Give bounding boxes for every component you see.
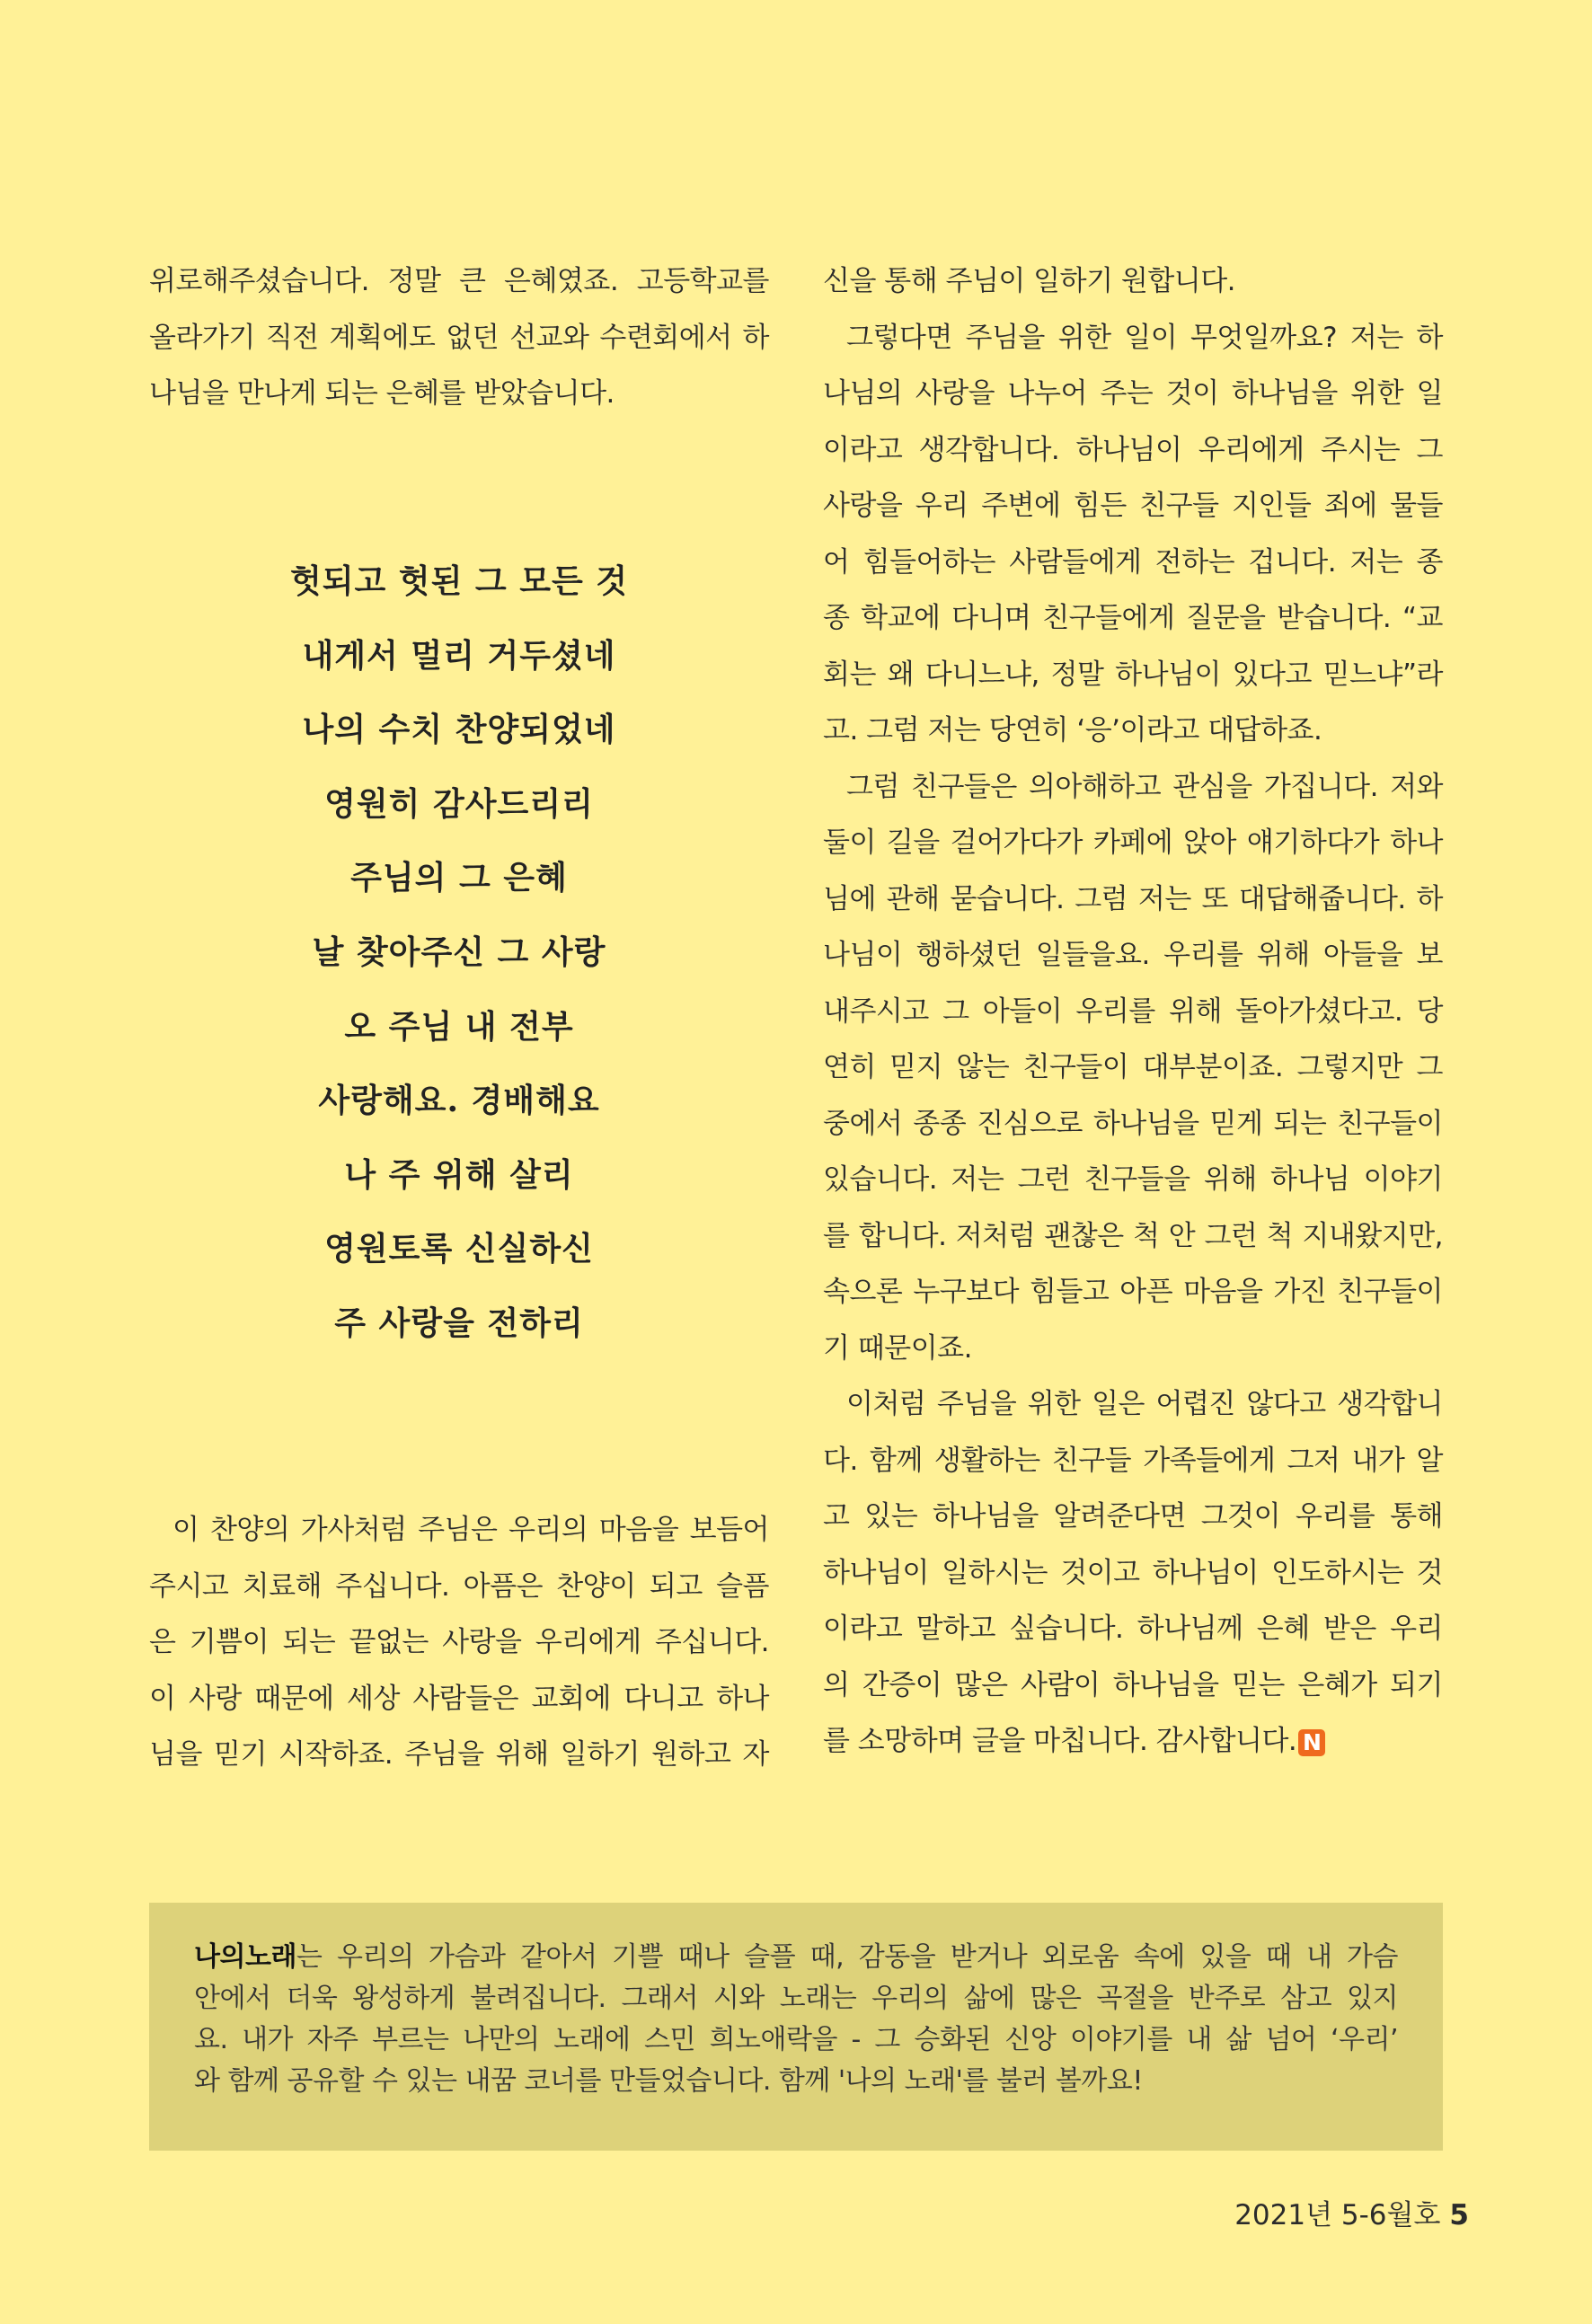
note-line-1-text: 는 우리의 가슴과 같아서 기쁠 때나 슬플 때, 감동을 받거나 외로움 속에 있을 때 내 가슴: [296, 1941, 1398, 1973]
lyric-line: 오 주님 내 전부: [344, 1007, 574, 1046]
text-line: 이라고 생각합니다. 하나님이 우리에게 주시는 그: [823, 433, 1443, 466]
lyric-line: 주님의 그 은혜: [350, 859, 568, 897]
lyric-line: 영원히 감사드리리: [324, 784, 594, 823]
text-line: 그렇다면 주님을 위한 일이 무엇일까요? 저는 하: [846, 321, 1443, 354]
text-line: 나님을 만나게 되는 은혜를 받았습니다.: [149, 377, 615, 410]
note-line: 요. 내가 자주 부르는 나만의 노래에 스민 희노애락을 - 그 승화된 신앙 이야기를 내 삶 넘어 ‘우리’: [194, 2024, 1398, 2055]
text-line: 속으론 누구보다 힘들고 아픈 마음을 가진 친구들이: [823, 1276, 1443, 1308]
right-column-body: [823, 253, 1443, 1770]
text-line: 신을 통해 주님이 일하기 원합니다.: [823, 265, 1236, 297]
text-line: 의 간증이 많은 사람이 하나님을 믿는 은혜가 되기: [823, 1668, 1443, 1701]
left-column-paragraph-2: [149, 1502, 769, 1783]
text-line: 있습니다. 저는 그런 친구들을 위해 하나님 이야기: [823, 1163, 1443, 1196]
page-footer: [1234, 2192, 1469, 2232]
column-intro-box: [149, 1903, 1443, 2151]
note-title: 나의노래: [194, 1941, 296, 1973]
text-line: 연히 믿지 않는 친구들이 대부분이죠. 그렇지만 그: [823, 1051, 1443, 1083]
hymn-lyrics: [149, 544, 769, 1361]
text-line: 이처럼 주님을 위한 일은 어렵진 않다고 생각합니: [846, 1388, 1443, 1420]
lyric-line: 영원토록 신실하신: [324, 1230, 594, 1268]
text-line: 님을 믿기 시작하죠. 주님을 위해 일하기 원하고 자: [149, 1738, 769, 1771]
lyric-line: 나 주 위해 살리: [344, 1155, 574, 1194]
lyric-line: 사랑해요. 경배해요: [318, 1082, 600, 1120]
text-line: 위로해주셨습니다. 정말 큰 은혜였죠. 고등학교를: [149, 265, 769, 297]
lyric-line: 날 찾아주신 그 사랑: [312, 932, 606, 971]
text-line: 은 기쁨이 되는 끝없는 사랑을 우리에게 주십니다.: [149, 1626, 769, 1658]
text-line: 내주시고 그 아들이 우리를 위해 돌아가셨다고. 당: [823, 994, 1443, 1028]
lyric-line: 내게서 멀리 거두셨네: [302, 636, 616, 675]
text-line: 사랑을 우리 주변에 힘든 친구들 지인들 죄에 물들: [823, 490, 1443, 522]
closing-sentence: 를 소망하며 글을 마칩니다. 감사합니다.: [823, 1725, 1297, 1757]
text-line: 이라고 말하고 싶습니다. 하나님께 은혜 받은 우리: [823, 1613, 1443, 1645]
left-column-paragraph-1: [149, 253, 769, 422]
text-line: 둘이 길을 걸어가다가 카페에 앉아 얘기하다가 하나: [823, 826, 1443, 859]
note-line: [194, 1937, 1398, 1978]
end-mark-icon: N: [1298, 1729, 1325, 1756]
page-number: 5: [1449, 2199, 1469, 2231]
text-line: 를 합니다. 저처럼 괜찮은 척 안 그런 척 지내왔지만,: [823, 1219, 1443, 1252]
text-line: 님에 관해 묻습니다. 그럼 저는 또 대답해줍니다. 하: [823, 882, 1443, 915]
issue-label: 2021년 5-6월호: [1234, 2199, 1441, 2231]
lyric-line: 헛되고 헛된 그 모든 것: [289, 562, 629, 600]
text-line: 올라가기 직전 계획에도 없던 선교와 수련회에서 하: [149, 321, 769, 354]
text-line: 이 찬양의 가사처럼 주님은 우리의 마음을 보듬어: [172, 1514, 769, 1546]
text-line: 어 힘들어하는 사람들에게 전하는 겁니다. 저는 종: [823, 545, 1443, 579]
text-line: 이 사랑 때문에 세상 사람들은 교회에 다니고 하나: [149, 1682, 769, 1715]
lyric-line: 나의 수치 찬양되었네: [302, 711, 616, 749]
text-line: 나님이 행하셨던 일들을요. 우리를 위해 아들을 보: [823, 939, 1443, 971]
text-line: 하나님이 일하시는 것이고 하나님이 인도하시는 것: [823, 1556, 1443, 1589]
note-line: 와 함께 공유할 수 있는 내꿈 코너를 만들었습니다. 함께 '나의 노래'를 불러 볼까요!: [194, 2065, 1143, 2097]
text-line: 그럼 친구들은 의아해하고 관심을 가집니다. 저와: [846, 770, 1443, 803]
text-line: 중에서 종종 진심으로 하나님을 믿게 되는 친구들이: [823, 1107, 1443, 1140]
text-line: 다. 함께 생활하는 친구들 가족들에게 그저 내가 알: [823, 1444, 1443, 1477]
text-line: 종 학교에 다니며 친구들에게 질문을 받습니다. “교: [823, 602, 1443, 634]
text-line: 나님의 사랑을 나누어 주는 것이 하나님을 위한 일: [823, 377, 1443, 410]
lyric-line: 주 사랑을 전하리: [334, 1303, 584, 1342]
text-line: 기 때문이죠.: [823, 1331, 972, 1365]
note-line: 안에서 더욱 왕성하게 불려집니다. 그래서 시와 노래는 우리의 삶에 많은 곡절을 반주로 삼고 있지: [194, 1983, 1398, 2014]
text-line: 고 있는 하나님을 알려준다면 그것이 우리를 통해: [823, 1500, 1443, 1533]
text-line: 고. 그럼 저는 당연히 ‘응’이라고 대답하죠.: [823, 714, 1322, 747]
text-line-final: [823, 1713, 1443, 1770]
text-line: 주시고 치료해 주십니다. 아픔은 찬양이 되고 슬픔: [149, 1569, 769, 1603]
text-line: 회는 왜 다니느냐, 정말 하나님이 있다고 믿느냐”라: [823, 658, 1443, 691]
